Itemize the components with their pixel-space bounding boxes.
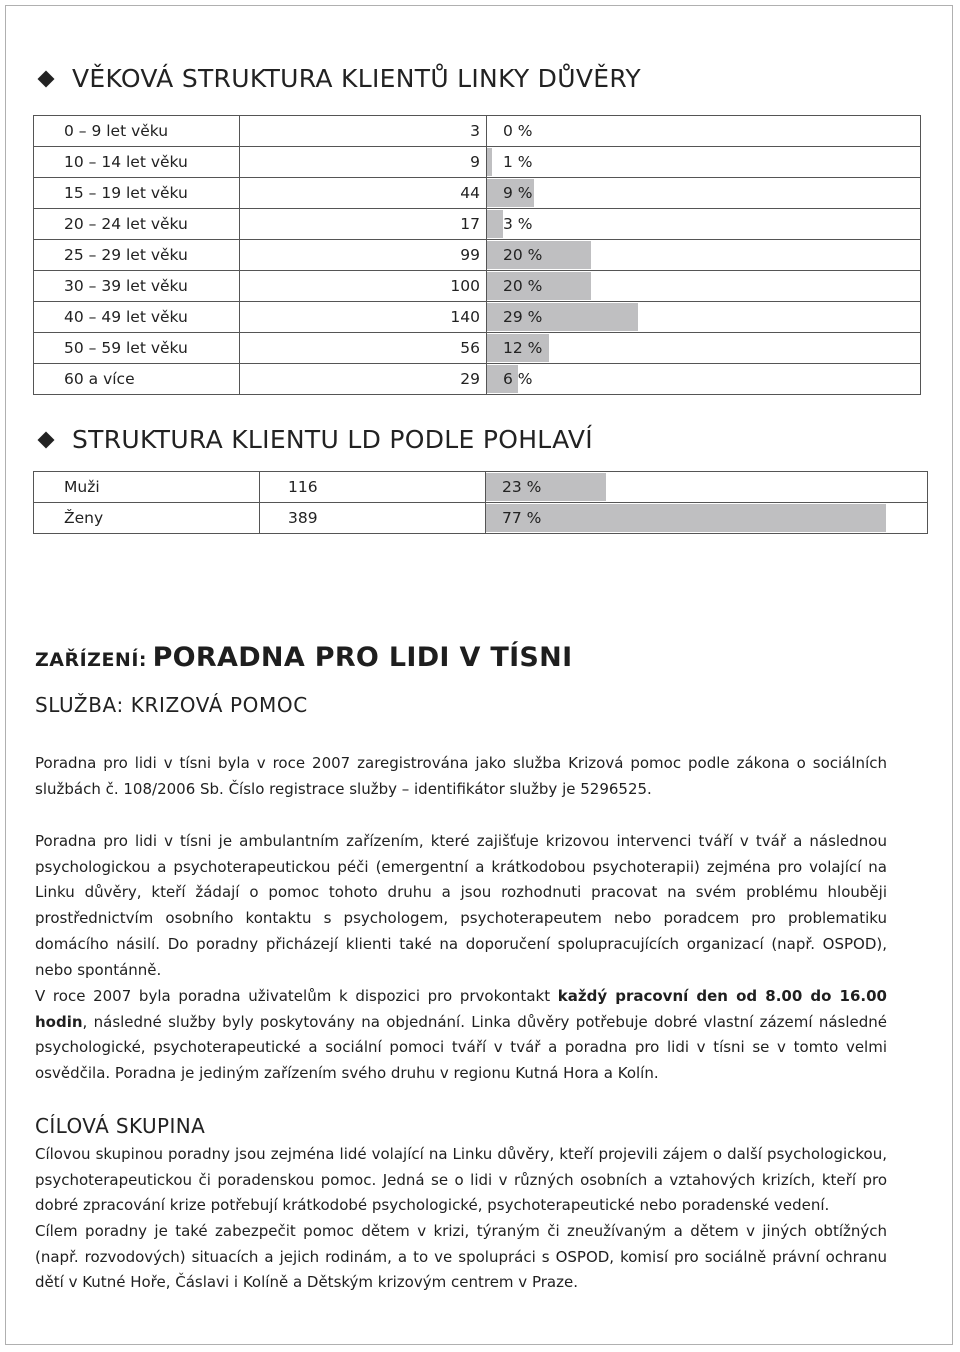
table-row: [34, 271, 921, 302]
diamond-bullet-icon: [38, 431, 55, 448]
row-percent-cell: [487, 240, 921, 271]
row-percent-cell: [487, 364, 921, 395]
table-row: [34, 364, 921, 395]
row-count: 9: [240, 147, 487, 178]
row-percent-cell: [486, 503, 928, 534]
table-row: [34, 302, 921, 333]
row-count: 389: [260, 503, 486, 534]
table-row: [34, 472, 928, 503]
facility-name: PORADNA PRO LIDI V TÍSNI: [152, 642, 573, 673]
row-percent-cell: [487, 147, 921, 178]
row-label: 10 – 14 let věku: [34, 147, 240, 178]
row-percent-cell: [487, 116, 921, 147]
row-label: 60 a více: [34, 364, 240, 395]
row-count: 29: [240, 364, 487, 395]
table-row: [34, 503, 928, 534]
availability-hours: každý pracovní den od 8.00 do 16.00 hodin: [35, 987, 887, 1031]
percent-bar: [486, 504, 886, 532]
row-percent: 1 %: [503, 153, 533, 171]
row-label: 15 – 19 let věku: [34, 178, 240, 209]
row-percent-cell: [487, 209, 921, 240]
row-label: 20 – 24 let věku: [34, 209, 240, 240]
gender-section-heading: [34, 425, 593, 454]
row-count: 17: [240, 209, 487, 240]
row-count: 56: [240, 333, 487, 364]
row-label: 25 – 29 let věku: [34, 240, 240, 271]
paragraph-target-group: Cílovou skupinou poradny jsou zejména lidé volající na Linku důvěry, kteří projevili zájem o další psychologickou, psychoterapeutickou či poradenskou pomoc. Jedná se o lidi v různých osobních a vztahových krizích, kteří pro dobré zpracování krize potřebují krátkodobé psychologické, psychoterapeutické nebo poradenské vedení.: [35, 1145, 887, 1215]
paragraph-description: Poradna pro lidi v tísni je ambulantním zařízením, které zajišťuje krizovou intervenci tváří v tvář a následnou psychologickou a psychoterapeutickou péči (emergentní a krátkodobou psychoterapii) zejména pro volající na Linku důvěry, kteří žádají o pomoc tohoto druhu a jsou rozhodnuti pracovat na svém problému hlouběji prostřednictvím osobního kontaktu s psychologem, psychoterapeutem nebo poradcem pro problematiku domácího násilí. Do poradny přicházejí klienti také na doporučení spolupracujících organizací (např. OSPOD), nebo spontánně.: [35, 832, 887, 979]
service-heading: SLUŽBA: KRIZOVÁ POMOC: [35, 693, 308, 717]
availability-text-start: V roce 2007 byla poradna uživatelům k dispozici pro prvokontakt: [35, 987, 558, 1005]
row-percent-cell: [486, 472, 928, 503]
row-percent-cell: [487, 333, 921, 364]
table-row: [34, 147, 921, 178]
row-percent: 20 %: [503, 246, 543, 264]
age-table: [33, 115, 921, 395]
row-count: 3: [240, 116, 487, 147]
paragraph-availability: [35, 984, 887, 1087]
age-section-title: VĚKOVÁ STRUKTURA KLIENTŮ LINKY DŮVĚRY: [72, 64, 641, 93]
table-row: [34, 178, 921, 209]
gender-table: [33, 471, 928, 534]
row-percent: 3 %: [503, 215, 533, 233]
row-label: 30 – 39 let věku: [34, 271, 240, 302]
diamond-bullet-icon: [38, 70, 55, 87]
paragraph-registration: Poradna pro lidi v tísni byla v roce 2007 zaregistrována jako služba Krizová pomoc podle zákona o sociálních službách č. 108/2006 Sb. Číslo registrace služby – identifikátor služby je 5296525.: [35, 754, 887, 798]
table-row: [34, 209, 921, 240]
table-row: [34, 240, 921, 271]
paragraph-children: Cílem poradny je také zabezpečit pomoc dětem v krizi, týraným či zneužívaným a dětem v jiných obtížných (např. rozvodových) situacích a jejich rodinám, a to ve spolupráci s OSPOD, komisí pro sociálně právní ochranu dětí v Kutné Hoře, Čáslavi i Kolíně a Dětským krizovým centrem v Praze.: [35, 1222, 887, 1292]
gender-section-title: STRUKTURA KLIENTU LD PODLE POHLAVÍ: [72, 425, 593, 454]
availability-text-end: , následné služby byly poskytovány na objednání. Linka důvěry potřebuje dobré vlastní zázemí následné psychologické, psychoterapeutické a sociální pomoci tváří v tvář a poradna pro lidi v tísni se v tomto velmi osvědčila. Poradna je jediným zařízením svého druhu v regionu Kutná Hora a Kolín.: [35, 1012, 887, 1083]
row-percent: 6 %: [503, 370, 533, 388]
table-row: [34, 116, 921, 147]
target-group-heading: CÍLOVÁ SKUPINA: [35, 1114, 206, 1138]
row-percent: 20 %: [503, 277, 543, 295]
row-label: 40 – 49 let věku: [34, 302, 240, 333]
row-percent: 23 %: [502, 478, 542, 496]
row-label: Ženy: [34, 503, 260, 534]
percent-bar: [487, 148, 492, 176]
row-count: 44: [240, 178, 487, 209]
age-section-heading: [34, 64, 641, 93]
row-percent: 12 %: [503, 339, 543, 357]
facility-label: ZAŘÍZENÍ:: [35, 649, 148, 671]
row-percent: 9 %: [503, 184, 533, 202]
row-percent-cell: [487, 302, 921, 333]
row-count: 140: [240, 302, 487, 333]
row-percent-cell: [487, 271, 921, 302]
table-row: [34, 333, 921, 364]
percent-bar: [487, 210, 503, 238]
row-label: Muži: [34, 472, 260, 503]
row-percent-cell: [487, 178, 921, 209]
row-count: 99: [240, 240, 487, 271]
row-label: 0 – 9 let věku: [34, 116, 240, 147]
row-percent: 29 %: [503, 308, 543, 326]
row-count: 116: [260, 472, 486, 503]
row-count: 100: [240, 271, 487, 302]
facility-heading: [35, 642, 572, 673]
row-percent: 0 %: [503, 122, 533, 140]
row-label: 50 – 59 let věku: [34, 333, 240, 364]
row-percent: 77 %: [502, 509, 542, 527]
